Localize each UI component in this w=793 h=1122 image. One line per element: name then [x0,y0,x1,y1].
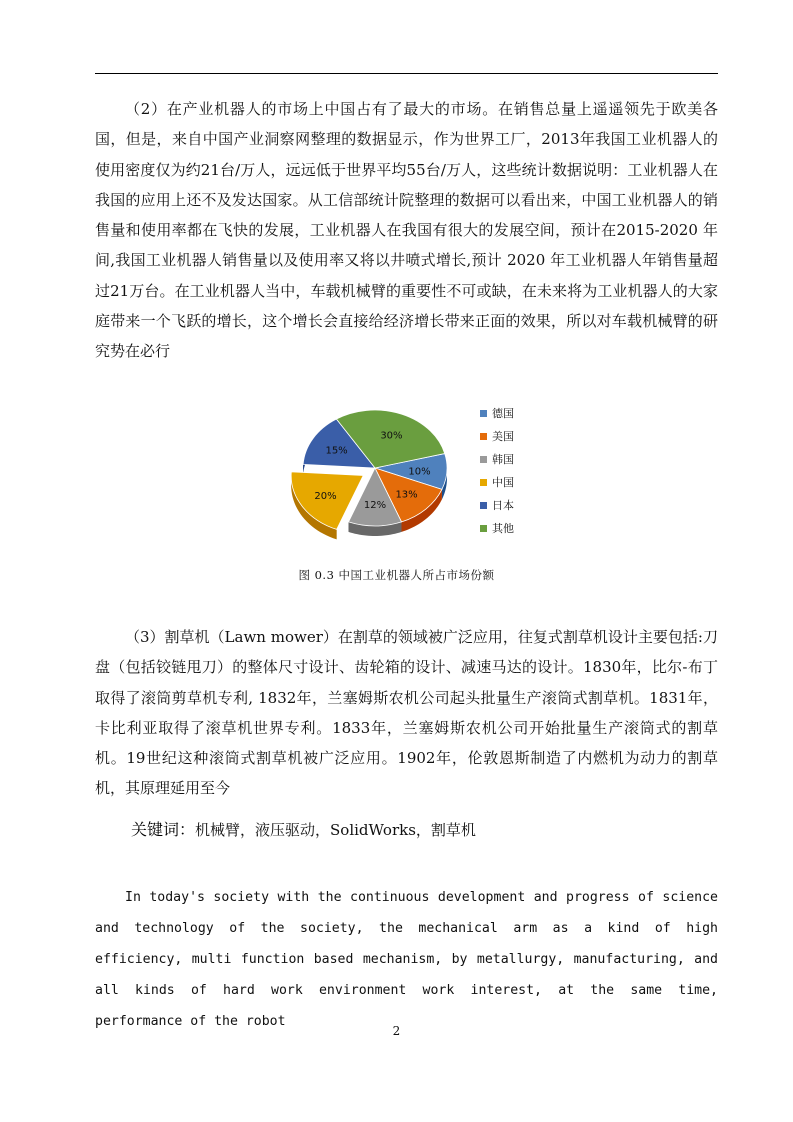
legend-label: 中国 [492,476,514,489]
legend-swatch [480,456,487,463]
pie-data-label: 15% [325,445,348,457]
legend-swatch [480,479,487,486]
paragraph-text: （3）割草机（Lawn mower）在割草的领域被广泛应用，往复式割草机设计主要包括:刀盘（包括铰链甩刀）的整体尺寸设计、齿轮箱的设计、减速马达的设计。1830年，比尔-布丁取得了滚筒剪草机专利, 1832年，兰塞姆斯农机公司起头批量生产滚筒式割草机。1831年，卡比利亚取得了滚草机世界专利。1833年，兰塞姆斯农机公司开始批量生产滚筒式的割草机。19世纪这种滚筒式割草机被广泛应用。1902年，伦敦恩斯制造了内燃机为动力的割草机，其原理延用至今 [95,628,718,798]
paragraph-text: （2）在产业机器人的市场上中国占有了最大的市场。在销售总量上遥遥领先于欧美各国，但是，来自中国产业洞察网整理的数据显示，作为世界工厂，2013年我国工业机器人的使用密度仅为约21台/万人，远远低于世界平均55台/万人，这些统计数据说明：工业机器人在我国的应用上还不及发达国家。从工信部统计院整理的数据可以看出来，中国工业机器人的销售量和使用率都在飞快的发展，工业机器人在我国有很大的发展空间，预计在2015-2020 年间,我国工业机器人销售量以及使用率又将以井喷式增长,预计 2020 年工业机器人年销售量超过21万台。在工业机器人当中，车载机械臂的重要性不可或缺，在未来将为工业机器人的大家庭带来一个飞跃的增长，这个增长会直接给经济增长带来正面的效果，所以对车载机械臂的研究势在必行 [95,100,718,361]
figure-caption: 图 0.3 中国工业机器人所占市场份额 [298,568,495,582]
legend-label: 美国 [492,430,514,443]
page-number: 2 [392,1024,401,1038]
legend-label: 德国 [492,407,514,420]
legend-swatch [480,410,487,417]
legend-item [480,494,514,517]
pie-data-label: 12% [363,499,387,511]
legend-label: 日本 [492,499,514,512]
legend-label: 其他 [492,522,514,535]
keywords-line [131,816,476,844]
header-rule [95,73,718,74]
paragraph-industrial-robot-market [95,94,718,367]
legend-item [480,425,514,448]
chart-legend [480,402,514,540]
legend-label: 韩国 [492,453,514,466]
legend-item [480,471,514,494]
pie-data-label: 30% [380,430,403,442]
english-paragraph: In today's society with the continuous development and progress of science and technology of the society, the mechanical arm as a kind of high efficiency, multi function based mechanism, by metallurgy, manufacturing, and all kinds of hard work environment work interest, at the same time, performance of the robot [95,890,718,1029]
legend-item [480,517,514,540]
legend-swatch [480,502,487,509]
pie-data-label: 13% [395,489,418,501]
keywords-label: 关键词： [131,820,196,839]
paragraph-lawn-mower [95,622,718,804]
legend-item [480,448,514,471]
legend-swatch [480,433,487,440]
keywords-value: 机械臂，液压驱动，SolidWorks，割草机 [195,821,476,839]
english-abstract [95,882,718,1037]
pie-data-label: 20% [314,490,337,502]
legend-item [480,402,514,425]
legend-swatch [480,525,487,532]
pie-data-label: 10% [408,466,431,478]
